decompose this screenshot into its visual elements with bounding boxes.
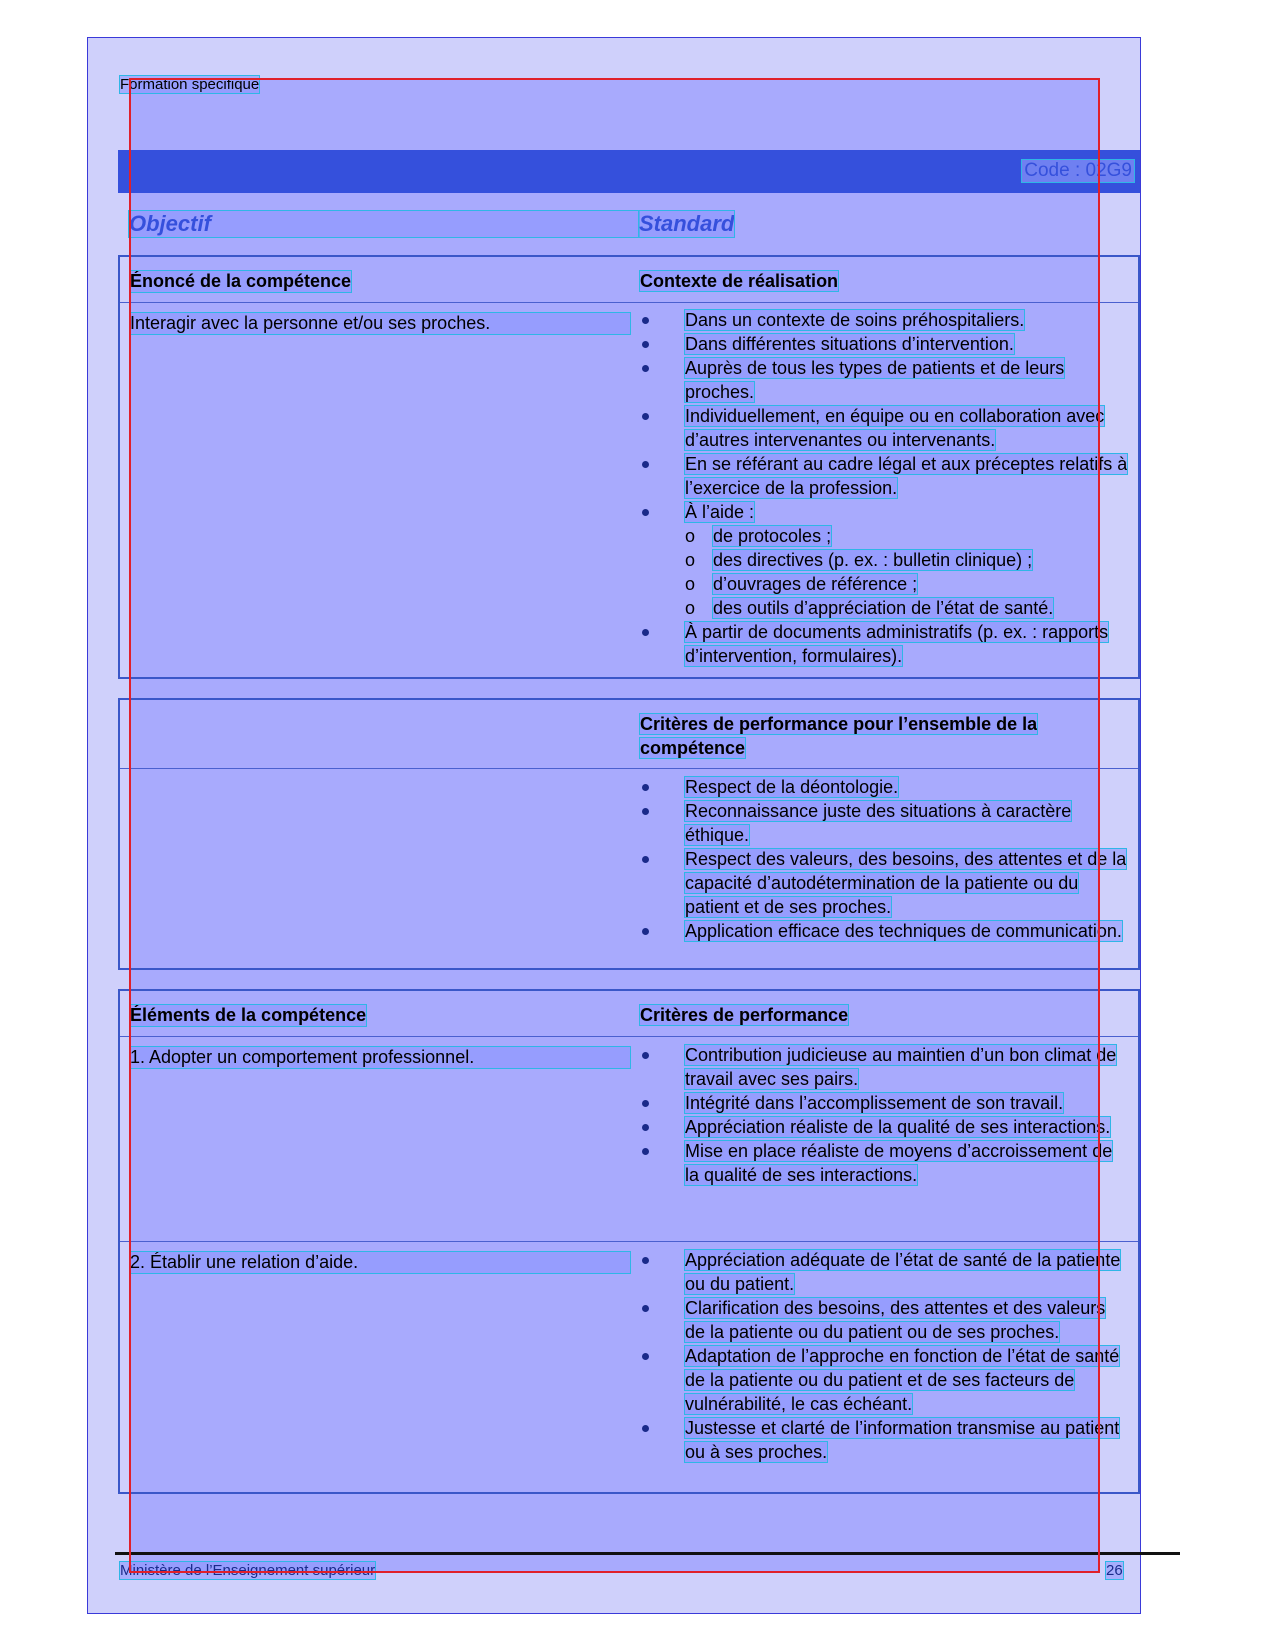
sub-list xyxy=(685,524,1128,620)
header-elements: Éléments de la compétence xyxy=(130,1005,367,1025)
code-band xyxy=(118,150,1140,193)
bullet-icon xyxy=(642,317,649,324)
element1-criteria-list xyxy=(640,1043,1128,1187)
sub-list-item: o des outils d’appréciation de l’état de santé. xyxy=(685,598,1054,618)
list-item: Auprès de tous les types de patients et de leurs proches. xyxy=(640,356,1128,404)
bullet-icon xyxy=(642,629,649,636)
list-item: Appréciation adéquate de l’état de santé de la patiente ou du patient. xyxy=(640,1248,1128,1296)
sub-list-item: o de protocoles ; xyxy=(685,526,832,546)
header-enonce: Énoncé de la compétence xyxy=(130,271,352,291)
list-item: Individuellement, en équipe ou en collaboration avec d’autres intervenantes ou intervenants. xyxy=(640,404,1128,452)
table2-body-row xyxy=(120,768,1138,943)
bullet-icon xyxy=(642,413,649,420)
table-competence xyxy=(118,255,1140,679)
bullet-icon xyxy=(642,1148,649,1155)
top-label: Formation spécifique xyxy=(120,76,260,93)
list-item: Intégrité dans l’accomplissement de son travail. xyxy=(640,1091,1128,1115)
table1-header-row xyxy=(120,257,1138,302)
footer-divider xyxy=(115,1552,1180,1555)
list-item: Clarification des besoins, des attentes et des valeurs de la patiente ou du patient ou de ses proches. xyxy=(640,1296,1128,1344)
competence-statement: Interagir avec la personne et/ou ses proches. xyxy=(130,313,630,334)
sub-bullet-icon: o xyxy=(685,574,696,594)
header-criteres: Critères de performance xyxy=(640,1005,849,1025)
criteria-list xyxy=(640,775,1128,943)
context-list xyxy=(640,308,1128,668)
list-item: Appréciation réaliste de la qualité de ses interactions. xyxy=(640,1115,1128,1139)
bullet-icon xyxy=(642,509,649,516)
table3-row-2 xyxy=(120,1241,1138,1464)
element-2: 2. Établir une relation d’aide. xyxy=(130,1252,630,1273)
table-elements xyxy=(118,989,1140,1494)
bullet-icon xyxy=(642,1425,649,1432)
list-item: Mise en place réaliste de moyens d’accroissement de la qualité de ses interactions. xyxy=(640,1139,1128,1187)
bullet-icon xyxy=(642,856,649,863)
bullet-icon xyxy=(642,365,649,372)
page-number: 26 xyxy=(1106,1562,1123,1579)
list-item: Justesse et clarté de l’information transmise au patient ou à ses proches. xyxy=(640,1416,1128,1464)
element-1: 1. Adopter un comportement professionnel. xyxy=(130,1047,630,1068)
table-criteria-overall xyxy=(118,698,1140,970)
table3-header-row xyxy=(120,991,1138,1036)
bullet-icon xyxy=(642,1257,649,1264)
bullet-icon xyxy=(642,1052,649,1059)
list-item: Dans un contexte de soins préhospitaliers. xyxy=(640,308,1128,332)
list-item: En se référant au cadre légal et aux préceptes relatifs à l’exercice de la profession. xyxy=(640,452,1128,500)
list-item: Dans différentes situations d’intervention. xyxy=(640,332,1128,356)
heading-standard: Standard xyxy=(639,211,735,236)
header-criteres-ensemble: Critères de performance pour l’ensemble de la compétence xyxy=(640,714,1038,758)
table2-header-row xyxy=(120,700,1138,768)
bullet-icon xyxy=(642,1353,649,1360)
element2-criteria-list xyxy=(640,1248,1128,1464)
footer-ministry: Ministère de l’Enseignement supérieur xyxy=(120,1562,376,1579)
sub-list-item: o d’ouvrages de référence ; xyxy=(685,574,918,594)
bullet-icon xyxy=(642,1100,649,1107)
header-contexte: Contexte de réalisation xyxy=(640,271,839,291)
bullet-icon xyxy=(642,928,649,935)
list-item: Reconnaissance juste des situations à caractère éthique. xyxy=(640,799,1128,847)
sub-bullet-icon: o xyxy=(685,550,696,570)
bullet-icon xyxy=(642,784,649,791)
bullet-icon xyxy=(642,808,649,815)
course-code: Code : 02G9 xyxy=(1024,160,1132,181)
list-item: Respect des valeurs, des besoins, des attentes et de la capacité d’autodétermination de la patiente ou du patient et de ses proches. xyxy=(640,847,1128,919)
bullet-icon xyxy=(642,1124,649,1131)
list-item: Adaptation de l’approche en fonction de l’état de santé de la patiente ou du patient et de ses facteurs de vulnérabilité, le cas échéant. xyxy=(640,1344,1128,1416)
list-item: À partir de documents administratifs (p. ex. : rapports d’intervention, formulaires). xyxy=(640,620,1128,668)
bullet-icon xyxy=(642,1305,649,1312)
heading-objectif: Objectif xyxy=(129,211,639,237)
bullet-icon xyxy=(642,461,649,468)
bullet-icon xyxy=(642,341,649,348)
sub-bullet-icon: o xyxy=(685,526,696,546)
table3-row-1 xyxy=(120,1036,1138,1241)
sub-bullet-icon: o xyxy=(685,598,696,618)
list-item: Contribution judicieuse au maintien d’un bon climat de travail avec ses pairs. xyxy=(640,1043,1128,1091)
sub-list-item: o des directives (p. ex. : bulletin clinique) ; xyxy=(685,550,1033,570)
list-item: Application efficace des techniques de communication. xyxy=(640,919,1128,943)
list-item: À l’aide : o de protocoles ; o des directives (p. ex. : bulletin clinique) ; o d’ouvrages de référence ; o des outils d’appréciation de l’état de santé. xyxy=(640,500,1128,620)
list-item: Respect de la déontologie. xyxy=(640,775,1128,799)
table1-body-row xyxy=(120,302,1138,668)
